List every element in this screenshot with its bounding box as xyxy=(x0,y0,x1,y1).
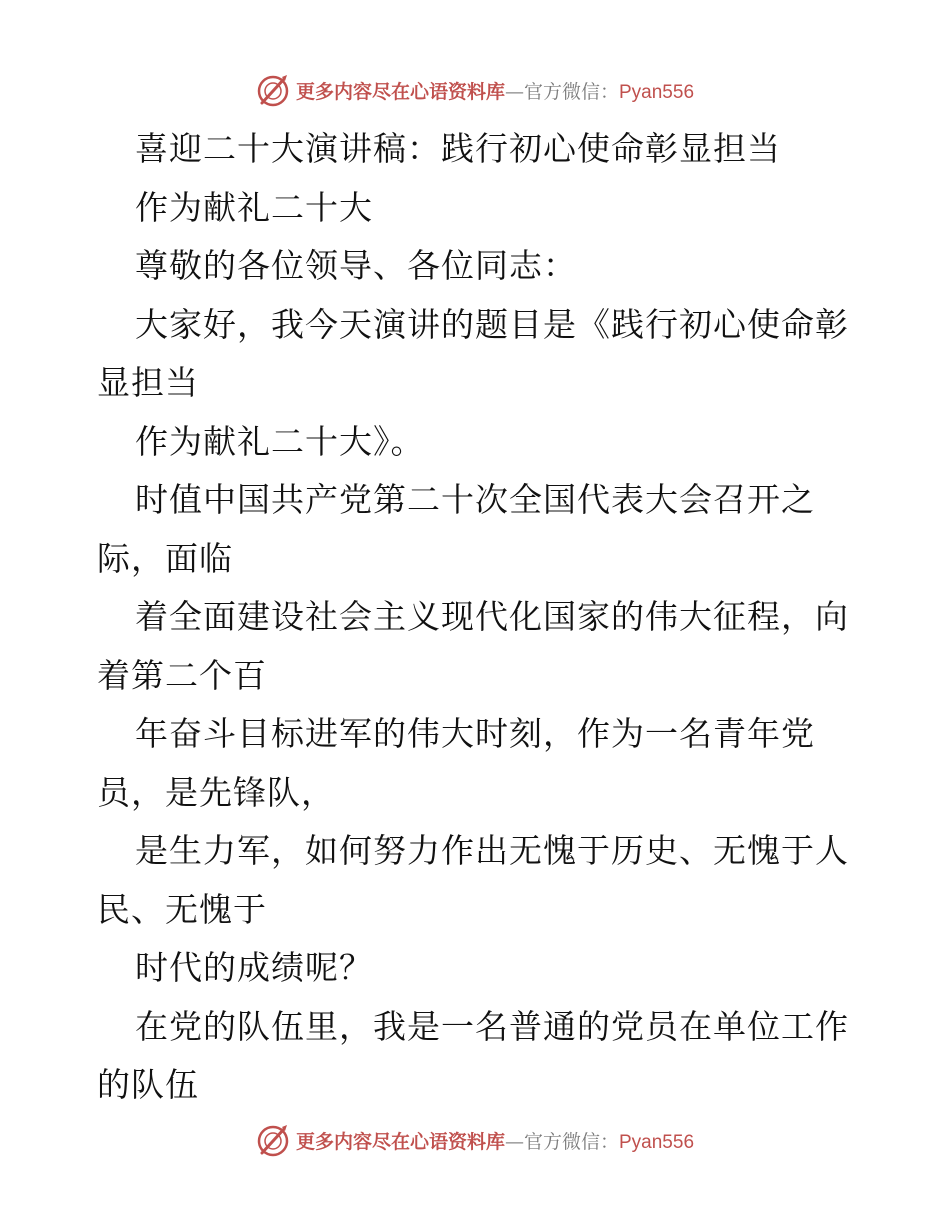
footer-banner-wechat-label: 官方微信： xyxy=(523,1130,619,1153)
body-line: 民、无愧于 xyxy=(97,889,267,929)
footer-banner-account: Pyan556 xyxy=(619,1131,695,1153)
body-line: 员，是先锋队， xyxy=(97,772,335,812)
header-banner xyxy=(0,70,950,110)
body-line: 着全面建设社会主义现代化国家的伟大征程，向 xyxy=(135,597,849,636)
body-line: 是生力军，如何努力作出无愧于历史、无愧于人 xyxy=(135,831,849,870)
body-line: 显担当 xyxy=(97,363,199,402)
body-line: 时值中国共产党第二十次全国代表大会召开之 xyxy=(135,480,815,519)
body-line: 在党的队伍里，我是一名普通的党员在单位工作 xyxy=(135,1006,849,1046)
brush-logo-icon xyxy=(256,73,290,107)
body-line: 大家好，我今天演讲的题目是《践行初心使命彰 xyxy=(135,304,849,344)
header-banner-wechat-label: 官方微信： xyxy=(523,80,619,103)
body-line: 作为献礼二十大》。 xyxy=(135,421,425,461)
document-body xyxy=(97,120,857,1115)
body-line: 着第二个百 xyxy=(97,655,267,695)
footer-banner-main: 更多内容尽在心语资料库 xyxy=(295,1130,505,1153)
footer-banner-dash: — xyxy=(504,1130,524,1153)
body-line: 作为献礼二十大 xyxy=(135,187,373,227)
footer-banner-text xyxy=(296,1127,694,1154)
body-line: 喜迎二十大演讲稿：践行初心使命彰显担当 xyxy=(135,129,781,168)
brush-logo-icon xyxy=(256,1123,290,1157)
body-line: 的队伍 xyxy=(97,1065,199,1104)
footer-banner xyxy=(0,1120,950,1160)
header-banner-text xyxy=(296,77,694,104)
body-line: 尊敬的各位领导、各位同志： xyxy=(135,246,577,285)
header-banner-account: Pyan556 xyxy=(619,81,695,103)
body-line: 年奋斗目标进军的伟大时刻，作为一名青年党 xyxy=(135,714,815,753)
header-banner-dash: — xyxy=(504,80,524,103)
header-banner-main: 更多内容尽在心语资料库 xyxy=(295,80,505,103)
body-line: 际，面临 xyxy=(97,538,233,578)
body-line: 时代的成绩呢？ xyxy=(135,948,373,987)
